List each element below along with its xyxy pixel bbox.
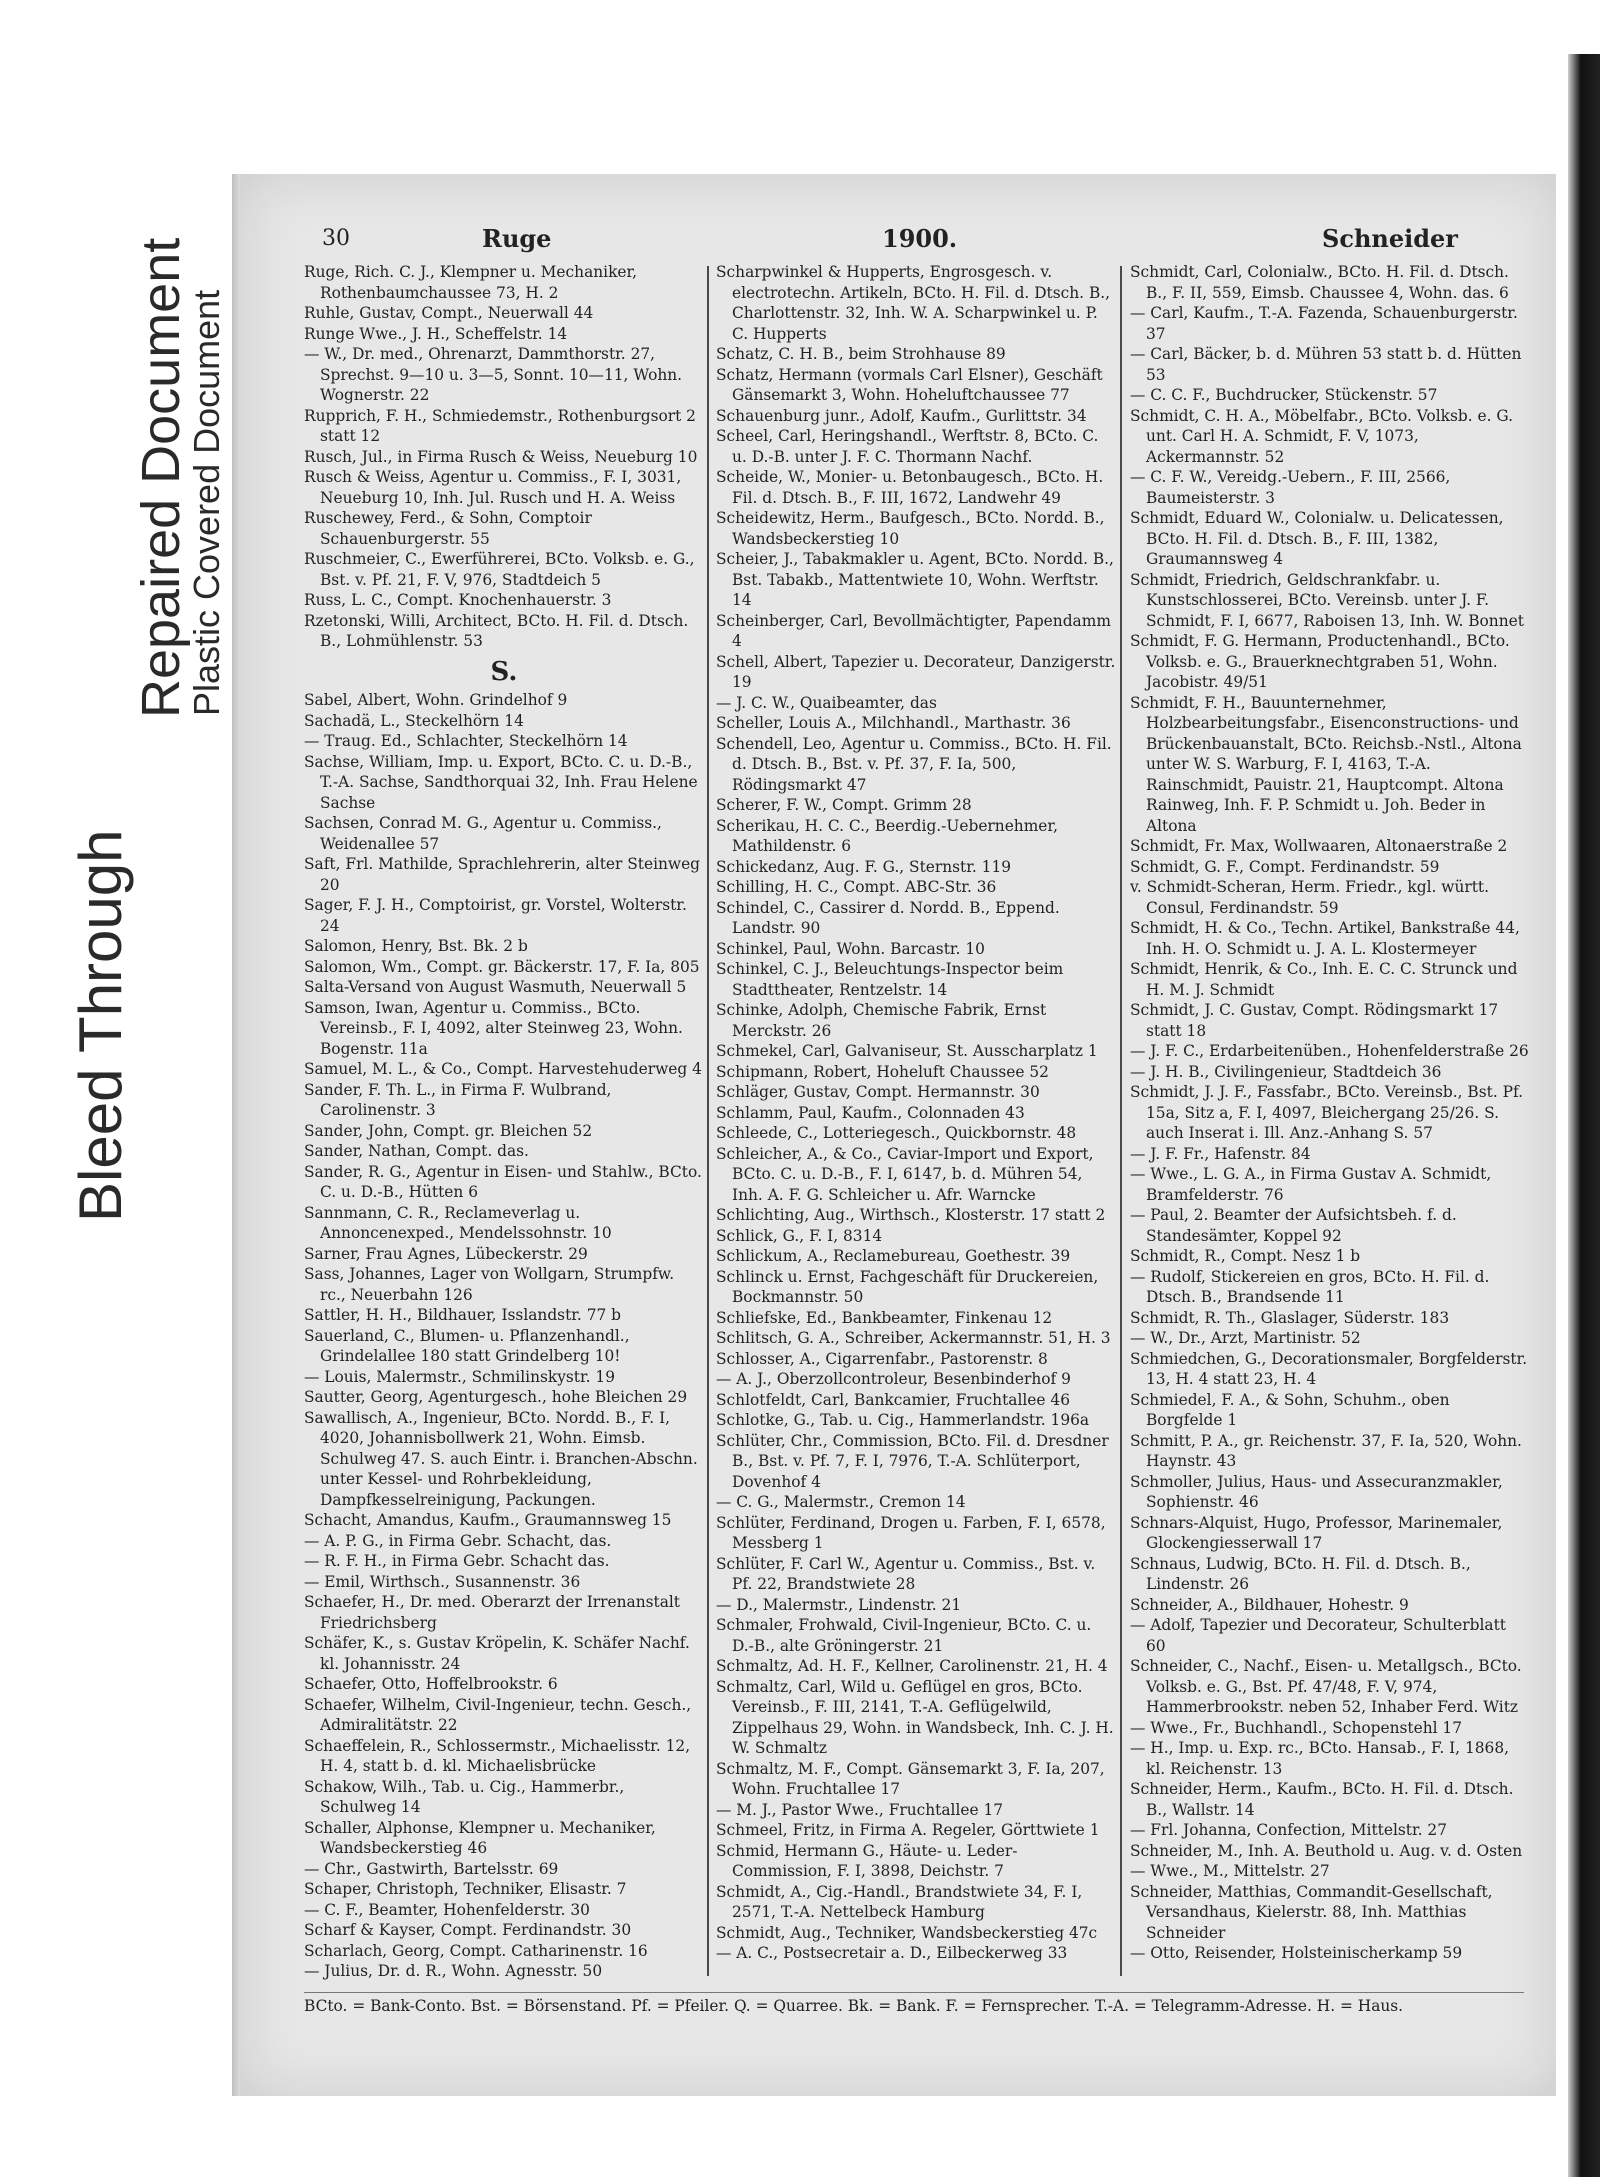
directory-entry: — H., Imp. u. Exp. rc., BCto. Hansab., F. I, 1868, kl. Reichenstr. 13	[1130, 1739, 1510, 1778]
directory-entry: Scheidewitz, Herm., Baufgesch., BCto. Nordd. B., Wandsbeckerstieg 10	[716, 509, 1105, 548]
directory-entry: Salta-Versand von August Wasmuth, Neuerwall 5	[304, 978, 687, 996]
directory-entry: Schmitt, P. A., gr. Reichenstr. 37, F. Ia, 520, Wohn. Haynstr. 43	[1130, 1431, 1522, 1470]
directory-entry: Schmaler, Frohwald, Civil-Ingenieur, BCto. C. u. D.-B., alte Gröningerstr. 21	[716, 1616, 1092, 1655]
directory-entry: Schmidt, Eduard W., Colonialw. u. Delicatessen, BCto. H. Fil. d. Dtsch. B., F. III, 1382, Graumannsweg 4	[1130, 509, 1504, 568]
directory-column-3	[1130, 262, 1530, 1982]
directory-entry: Schliefske, Ed., Bankbeamter, Finkenau 12	[716, 1308, 1053, 1327]
directory-entry: Schmeel, Fritz, in Firma A. Regeler, Görttwiete 1	[716, 1821, 1100, 1839]
directory-entry: — Chr., Gastwirth, Bartelsstr. 69	[304, 1859, 559, 1878]
directory-entry: Schilling, H. C., Compt. ABC-Str. 36	[716, 878, 997, 896]
directory-entry: Schlosser, A., Cigarrenfabr., Pastorenstr. 8	[716, 1349, 1048, 1368]
directory-column-1	[304, 262, 704, 1982]
directory-entry: Scheinberger, Carl, Bevollmächtigter, Papendamm 4	[716, 611, 1111, 650]
directory-entry: Sawallisch, A., Ingenieur, BCto. Nordd. B., F. I, 4020, Johannisbollwerk 21, Wohn. Eimsb. Schulweg 47. S. auch Eintr. i. Branchen-Abschn. unter Kessel- und Rohrbekleidung, Dampfkesselreinigung, Packungen.	[304, 1408, 698, 1509]
directory-entry: — R. F. H., in Firma Gebr. Schacht das.	[304, 1552, 610, 1570]
directory-entry: Schmidt, Henrik, & Co., Inh. E. C. C. Strunck und H. M. J. Schmidt	[1130, 960, 1518, 999]
directory-entry: Schacht, Amandus, Kaufm., Graumannsweg 15	[304, 1511, 672, 1529]
directory-entry: Schmidt, J. J. F., Fassfabr., BCto. Vereinsb., Bst. Pf. 15a, Sitz a, F. I, 4097, Bleichergang 25/26. S. auch Inserat i. Ill. Anz.-Anhang S. 57	[1130, 1083, 1524, 1142]
directory-entry: Schickedanz, Aug. F. G., Sternstr. 119	[716, 857, 1012, 876]
directory-entry: — Paul, 2. Beamter der Aufsichtsbeh. f. d. Standesämter, Koppel 92	[1130, 1206, 1457, 1245]
directory-entry: Scharlach, Georg, Compt. Catharinenstr. 16	[304, 1941, 648, 1960]
directory-entry: Schneider, M., Inh. A. Beuthold u. Aug. v. d. Osten	[1130, 1841, 1523, 1860]
section-letter: S.	[490, 656, 518, 687]
directory-entry: Schmidt, R. Th., Glaslager, Süderstr. 183	[1130, 1308, 1450, 1327]
directory-entry: — Carl, Kaufm., T.-A. Fazenda, Schauenburgerstr. 37	[1130, 304, 1518, 343]
directory-entry: Ruhle, Gustav, Compt., Neuerwall 44	[304, 304, 594, 322]
directory-entry: — J. C. W., Quaibeamter, das	[716, 693, 937, 712]
repaired-document-caption: Repaired Document	[131, 237, 191, 718]
directory-entry: Schnars-Alquist, Hugo, Professor, Marinemaler, Glockengiesserwall 17	[1130, 1513, 1503, 1552]
directory-entry: Runge Wwe., J. H., Scheffelstr. 14	[304, 324, 568, 343]
directory-entry: Sander, John, Compt. gr. Bleichen 52	[304, 1121, 593, 1140]
directory-entry: Schmidt, F. G. Hermann, Productenhandl., BCto. Volksb. e. G., Brauerknechtgraben 51, Wohn. Jacobistr. 49/51	[1130, 632, 1510, 691]
directory-entry: — J. F. C., Erdarbeitenüben., Hohenfelderstraße 26	[1130, 1042, 1529, 1060]
directory-entry: — Adolf, Tapezier und Decorateur, Schulterblatt 60	[1130, 1616, 1506, 1655]
directory-entry: Russ, L. C., Compt. Knochenhauerstr. 3	[304, 591, 612, 609]
directory-entry: — A. P. G., in Firma Gebr. Schacht, das.	[304, 1531, 612, 1550]
directory-entry: — Julius, Dr. d. R., Wohn. Agnesstr. 50	[304, 1962, 603, 1980]
directory-entry: Schell, Albert, Tapezier u. Decorateur, Danzigerstr. 19	[716, 652, 1116, 691]
directory-entry: — M. J., Pastor Wwe., Fruchtallee 17	[716, 1800, 1004, 1819]
directory-entry: Schaper, Christoph, Techniker, Elisastr. 7	[304, 1880, 627, 1898]
directory-entry: Schaller, Alphonse, Klempner u. Mechaniker, Wandsbeckerstieg 46	[304, 1818, 656, 1857]
directory-entry: Sauerland, C., Blumen- u. Pflanzenhandl., Grindelallee 180 statt Grindelberg 10!	[304, 1326, 630, 1365]
directory-entry: Schlüter, Chr., Commission, BCto. Fil. d. Dresdner B., Bst. v. Pf. 7, F. I, 7976, T.-A. Schlüterport, Dovenhof 4	[716, 1431, 1109, 1491]
directory-entry: Schatz, C. H. B., beim Strohhause 89	[716, 345, 1006, 363]
directory-entry: Ruschmeier, C., Ewerführerei, BCto. Volksb. e. G., Bst. v. Pf. 21, F. V, 976, Stadtdeich 5	[304, 550, 695, 589]
directory-entry: — Otto, Reisender, Holsteinischerkamp 59	[1130, 1944, 1463, 1962]
directory-entry: Schneider, Herm., Kaufm., BCto. H. Fil. d. Dtsch. B., Wallstr. 14	[1130, 1780, 1514, 1819]
directory-entry: Schlotke, G., Tab. u. Cig., Hammerlandstr. 196a	[716, 1411, 1090, 1429]
directory-entry: Schmidt, C. H. A., Möbelfabr., BCto. Volksb. e. G. unt. Carl H. A. Schmidt, F. V, 1073, Ackermannstr. 52	[1130, 406, 1514, 466]
directory-entry: — J. H. B., Civilingenieur, Stadtdeich 36	[1130, 1062, 1442, 1081]
directory-entry: Schipmann, Robert, Hoheluft Chaussee 52	[716, 1062, 1049, 1081]
plastic-covered-caption: Plastic Covered Document	[186, 289, 227, 716]
directory-entry: — Rudolf, Stickereien en gros, BCto. H. Fil. d. Dtsch. B., Brandsende 11	[1130, 1267, 1490, 1306]
directory-column-2	[716, 262, 1116, 1982]
directory-entry: Schakow, Wilh., Tab. u. Cig., Hammerbr., Schulweg 14	[304, 1777, 625, 1816]
directory-entry: — C. G., Malermstr., Cremon 14	[716, 1493, 966, 1511]
directory-entry: Sautter, Georg, Agenturgesch., hohe Bleichen 29	[304, 1388, 688, 1406]
directory-entry: Schaeffelein, R., Schlossermstr., Michaelisstr. 12, H. 4, statt b. d. kl. Michaelisbrücke	[304, 1736, 691, 1775]
directory-entry: Schmidt, H. & Co., Techn. Artikel, Bankstraße 44, Inh. H. O. Schmidt u. J. A. L. Klostermeyer	[1130, 919, 1520, 958]
directory-entry: Scharpwinkel & Hupperts, Engrosgesch. v. electrotechn. Artikeln, BCto. H. Fil. d. Dtsch. B., Charlottenstr. 32, Inh. W. A. Scharpwinkel u. P. C. Hupperts	[716, 263, 1111, 343]
directory-entry: Schlamm, Paul, Kaufm., Colonnaden 43	[716, 1103, 1025, 1122]
directory-entry: Schäfer, K., s. Gustav Kröpelin, K. Schäfer Nachf. kl. Johannisstr. 24	[304, 1634, 690, 1673]
scan-shadow-edge	[1568, 54, 1600, 2177]
directory-entry: Schendell, Leo, Agentur u. Commiss., BCto. H. Fil. d. Dtsch. B., Bst. v. Pf. 37, F. Ia, 500, Rödingsmarkt 47	[716, 734, 1112, 794]
directory-entry: Schmidt, J. C. Gustav, Compt. Rödingsmarkt 17 statt 18	[1130, 1001, 1499, 1040]
directory-entry: Sannmann, C. R., Reclameverlag u. Annoncenexped., Mendelssohnstr. 10	[304, 1203, 612, 1242]
directory-entry: Schaefer, Wilhelm, Civil-Ingenieur, techn. Gesch., Admiralitätstr. 22	[304, 1695, 692, 1734]
directory-entry: Ruschewey, Ferd., & Sohn, Comptoir Schauenburgerstr. 55	[304, 509, 592, 548]
header-right-keyword: Schneider	[1322, 224, 1458, 253]
directory-entry: Sabel, Albert, Wohn. Grindelhof 9	[304, 691, 568, 709]
directory-entry: Schlüter, Ferdinand, Drogen u. Farben, F. I, 6578, Messberg 1	[716, 1513, 1106, 1552]
page-header	[322, 222, 1502, 262]
directory-entry: Rupprich, F. H., Schmiedemstr., Rothenburgsort 2 statt 12	[304, 406, 696, 445]
directory-entry: — J. F. Fr., Hafenstr. 84	[1130, 1144, 1311, 1163]
directory-entry: Sattler, H. H., Bildhauer, Isslandstr. 77 b	[304, 1306, 622, 1324]
directory-entry: Schinkel, Paul, Wohn. Barcastr. 10	[716, 939, 985, 958]
directory-entry: Schlichting, Aug., Wirthsch., Klosterstr. 17 statt 2	[716, 1206, 1106, 1224]
column-divider	[1120, 266, 1122, 1976]
directory-entry: Schmoller, Julius, Haus- und Assecuranzmakler, Sophienstr. 46	[1130, 1472, 1503, 1511]
directory-entry: Sander, F. Th. L., in Firma F. Wulbrand, Carolinenstr. 3	[304, 1080, 612, 1119]
scanned-page	[240, 174, 1556, 2096]
directory-entry: Schmidt, Carl, Colonialw., BCto. H. Fil. d. Dtsch. B., F. II, 559, Eimsb. Chaussee 4, Wohn. das. 6	[1130, 263, 1509, 302]
directory-entry: Schmiedchen, G., Decorationsmaler, Borgfelderstr. 13, H. 4 statt 23, H. 4	[1130, 1349, 1528, 1388]
directory-entry: Schmiedel, F. A., & Sohn, Schuhm., oben Borgfelde 1	[1130, 1390, 1450, 1429]
directory-entry: Scheller, Louis A., Milchhandl., Marthastr. 36	[716, 714, 1071, 732]
directory-entry: Schlickum, A., Reclamebureau, Goethestr. 39	[716, 1247, 1071, 1265]
directory-entry: Schinke, Adolph, Chemische Fabrik, Ernst Merckstr. 26	[716, 1001, 1047, 1040]
directory-entry: Sachse, William, Imp. u. Export, BCto. C. u. D.-B., T.-A. Sachse, Sandthorquai 32, Inh. Frau Helene Sachse	[304, 752, 698, 812]
directory-entry: — W., Dr., Arzt, Martinistr. 52	[1130, 1329, 1361, 1347]
directory-entry: — C. F. W., Vereidg.-Uebern., F. III, 2566, Baumeisterstr. 3	[1130, 468, 1451, 507]
directory-entry: — Wwe., Fr., Buchhandl., Schopenstehl 17	[1130, 1718, 1463, 1737]
directory-entry: Schaefer, H., Dr. med. Oberarzt der Irrenanstalt Friedrichsberg	[304, 1593, 680, 1632]
directory-entry: Salomon, Henry, Bst. Bk. 2 b	[304, 937, 528, 955]
directory-entry: — C. C. F., Buchdrucker, Stückenstr. 57	[1130, 386, 1438, 404]
directory-entry: Schatz, Hermann (vormals Carl Elsner), Geschäft Gänsemarkt 3, Wohn. Hoheluftchaussee 77	[716, 365, 1103, 404]
directory-entry: Schnaus, Ludwig, BCto. H. Fil. d. Dtsch. B., Lindenstr. 26	[1130, 1554, 1471, 1593]
directory-entry: Schneider, C., Nachf., Eisen- u. Metallgsch., BCto. Volksb. e. G., Bst. Pf. 47/48, F. V, 974, Hammerbrookstr. neben 52, Inhaber Ferd. Witz	[1130, 1657, 1522, 1716]
directory-entry: Schmidt, Friedrich, Geldschrankfabr. u. Kunstschlosserei, BCto. Vereinsb. unter J. F. Schmidt, F. I, 6677, Raboisen 13, Inh. W. Bonnet	[1130, 570, 1524, 630]
directory-entry: Schmaltz, Carl, Wild u. Geflügel en gros, BCto. Vereinsb., F. III, 2141, T.-A. Geflügelwild, Zippelhaus 29, Wohn. in Wandsbeck, Inh. C. J. H. W. Schmaltz	[716, 1677, 1114, 1757]
directory-entry: — A. J., Oberzollcontroleur, Besenbinderhof 9	[716, 1370, 1071, 1388]
directory-entry: Schinkel, C. J., Beleuchtungs-Inspector beim Stadttheater, Rentzelstr. 14	[716, 960, 1064, 999]
bleed-through-caption: Bleed Through	[67, 829, 134, 1222]
directory-entry: Sager, F. J. H., Comptoirist, gr. Vorstel, Wolterstr. 24	[304, 896, 687, 935]
directory-entry: Sachadä, L., Steckelhörn 14	[304, 711, 524, 730]
directory-entry: Scherer, F. W., Compt. Grimm 28	[716, 796, 972, 814]
directory-entry: Scheier, J., Tabakmakler u. Agent, BCto. Nordd. B., Bst. Tabakb., Mattentwiete 10, Wohn. Werftstr. 14	[716, 550, 1114, 609]
directory-entry: Schläger, Gustav, Compt. Hermannstr. 30	[716, 1083, 1040, 1101]
directory-entry: Schlick, G., F. I, 8314	[716, 1226, 883, 1245]
page-number: 30	[322, 226, 350, 251]
directory-entry: Schmidt, F. H., Bauunternehmer, Holzbearbeitungsfabr., Eisenconstructions- und Brückenbauanstalt, BCto. Reichsb.-Nstl., Altona unter W. S. Warburg, F. I, 4163, T.-A. Rainschmidt, Pauistr. 21, Hauptcompt. Altona Rainweg, Inh. F. P. Schmidt u. Joh. Beder in Altona	[1130, 693, 1522, 835]
directory-entry: — Carl, Bäcker, b. d. Mühren 53 statt b. d. Hütten 53	[1130, 345, 1522, 384]
directory-entry: Sass, Johannes, Lager von Wollgarn, Strumpfw. rc., Neuerbahn 126	[304, 1265, 675, 1304]
column-divider	[707, 266, 709, 1976]
directory-entry: Rusch, Jul., in Firma Rusch & Weiss, Neueburg 10	[304, 447, 698, 466]
directory-entry: Saft, Frl. Mathilde, Sprachlehrerin, alter Steinweg 20	[304, 855, 701, 894]
directory-entry: — Frl. Johanna, Confection, Mittelstr. 27	[1130, 1821, 1447, 1839]
directory-entry: Sachsen, Conrad M. G., Agentur u. Commiss., Weidenallee 57	[304, 814, 662, 853]
directory-entry: Schaefer, Otto, Hoffelbrookstr. 6	[304, 1675, 558, 1693]
directory-entry: Schleede, C., Lotteriegesch., Quickbornstr. 48	[716, 1124, 1077, 1142]
directory-entry: v. Schmidt-Scheran, Herm. Friedr., kgl. württ. Consul, Ferdinandstr. 59	[1130, 878, 1490, 917]
directory-entry: Salomon, Wm., Compt. gr. Bäckerstr. 17, F. Ia, 805	[304, 957, 700, 976]
directory-entry: Schneider, Matthias, Commandit-Gesellschaft, Versandhaus, Kielerstr. 88, Inh. Matthias Schneider	[1130, 1882, 1493, 1942]
directory-entry: Scheide, W., Monier- u. Betonbaugesch., BCto. H. Fil. d. Dtsch. B., F. III, 1672, Landwehr 49	[716, 468, 1104, 507]
directory-entry: Schleicher, A., & Co., Caviar-Import und Export, BCto. C. u. D.-B., F. I, 6147, b. d. Mühren 54, Inh. A. F. G. Schleicher u. Afr. Warncke	[716, 1144, 1094, 1204]
directory-entry: Schauenburg junr., Adolf, Kaufm., Gurlittstr. 34	[716, 406, 1087, 425]
directory-entry: Ruge, Rich. C. J., Klempner u. Mechaniker, Rothenbaumchaussee 73, H. 2	[304, 263, 638, 302]
directory-entry: — Traug. Ed., Schlachter, Steckelhörn 14	[304, 732, 628, 750]
directory-entry: Schneider, A., Bildhauer, Hohestr. 9	[1130, 1595, 1409, 1614]
directory-entry: — Emil, Wirthsch., Susannenstr. 36	[304, 1572, 581, 1591]
directory-entry: Schmekel, Carl, Galvaniseur, St. Ausscharplatz 1	[716, 1042, 1098, 1060]
directory-entry: Schmaltz, Ad. H. F., Kellner, Carolinenstr. 21, H. 4	[716, 1657, 1108, 1675]
directory-entry: Schlotfeldt, Carl, Bankcamier, Fruchtallee 46	[716, 1390, 1070, 1409]
directory-entry: Samson, Iwan, Agentur u. Commiss., BCto. Vereinsb., F. I, 4092, alter Steinweg 23, Wohn. Bogenstr. 11a	[304, 998, 683, 1058]
directory-entry: Schlitsch, G. A., Schreiber, Ackermannstr. 51, H. 3	[716, 1329, 1111, 1347]
directory-entry: Samuel, M. L., & Co., Compt. Harvestehuderweg 4	[304, 1060, 702, 1078]
directory-entry: Schmidt, G. F., Compt. Ferdinandstr. 59	[1130, 857, 1440, 876]
abbreviation-footer: BCto. = Bank-Conto. Bst. = Börsenstand. Pf. = Pfeiler. Q. = Quarree. Bk. = Bank. F. = Fernsprecher. T.-A. = Telegramm-Adresse. H. = Haus.	[304, 1992, 1524, 2015]
directory-entry: Scherikau, H. C. C., Beerdig.-Uebernehmer, Mathildenstr. 6	[716, 816, 1058, 855]
directory-entry: Schmidt, Aug., Techniker, Wandsbeckerstieg 47c	[716, 1923, 1098, 1942]
directory-entry: — A. C., Postsecretair a. D., Eilbeckerweg 33	[716, 1944, 1068, 1962]
directory-entry: Schmaltz, M. F., Compt. Gänsemarkt 3, F. Ia, 207, Wohn. Fruchtallee 17	[716, 1759, 1105, 1798]
directory-entry: Schlüter, F. Carl W., Agentur u. Commiss., Bst. v. Pf. 22, Brandstwiete 28	[716, 1554, 1096, 1593]
directory-entry: Schmidt, A., Cig.-Handl., Brandstwiete 34, F. I, 2571, T.-A. Nettelbeck Hamburg	[716, 1882, 1083, 1921]
directory-entry: — C. F., Beamter, Hohenfelderstr. 30	[304, 1900, 590, 1919]
directory-entry: Sander, Nathan, Compt. das.	[304, 1142, 529, 1160]
directory-entry: — W., Dr. med., Ohrenarzt, Dammthorstr. 27, Sprechst. 9—10 u. 3—5, Sonnt. 10—11, Wohn. Wognerstr. 22	[304, 345, 683, 404]
header-year: 1900.	[882, 224, 958, 253]
directory-entry: Schindel, C., Cassirer d. Nordd. B., Eppend. Landstr. 90	[716, 898, 1060, 937]
directory-entry: Rzetonski, Willi, Architect, BCto. H. Fil. d. Dtsch. B., Lohmühlenstr. 53	[304, 611, 689, 650]
header-left-keyword: Ruge	[482, 224, 552, 253]
directory-entry: Rusch & Weiss, Agentur u. Commiss., F. I, 3031, Neueburg 10, Inh. Jul. Rusch und H. A. Weiss	[304, 468, 682, 507]
directory-entry: — Wwe., M., Mittelstr. 27	[1130, 1862, 1330, 1880]
directory-entry: — Louis, Malermstr., Schmilinskystr. 19	[304, 1367, 616, 1386]
directory-entry: Sander, R. G., Agentur in Eisen- und Stahlw., BCto. C. u. D.-B., Hütten 6	[304, 1162, 702, 1201]
directory-entry: — Wwe., L. G. A., in Firma Gustav A. Schmidt, Bramfelderstr. 76	[1130, 1165, 1492, 1204]
directory-entry: Scharf & Kayser, Compt. Ferdinandstr. 30	[304, 1921, 632, 1939]
directory-entry: Sarner, Frau Agnes, Lübeckerstr. 29	[304, 1244, 588, 1263]
directory-entry: Schmidt, R., Compt. Nesz 1 b	[1130, 1247, 1361, 1265]
directory-entry: — D., Malermstr., Lindenstr. 21	[716, 1595, 962, 1614]
scan-left-edge	[232, 174, 240, 2096]
directory-entry: Scheel, Carl, Heringshandl., Werftstr. 8, BCto. C. u. D.-B. unter J. F. C. Thormann Nachf.	[716, 427, 1099, 466]
directory-entry: Schlinck u. Ernst, Fachgeschäft für Druckereien, Bockmannstr. 50	[716, 1267, 1099, 1306]
directory-entry: Schmid, Hermann G., Häute- u. Leder-Commission, F. I, 3898, Deichstr. 7	[716, 1841, 1018, 1880]
directory-entry: Schmidt, Fr. Max, Wollwaaren, Altonaerstraße 2	[1130, 837, 1508, 855]
